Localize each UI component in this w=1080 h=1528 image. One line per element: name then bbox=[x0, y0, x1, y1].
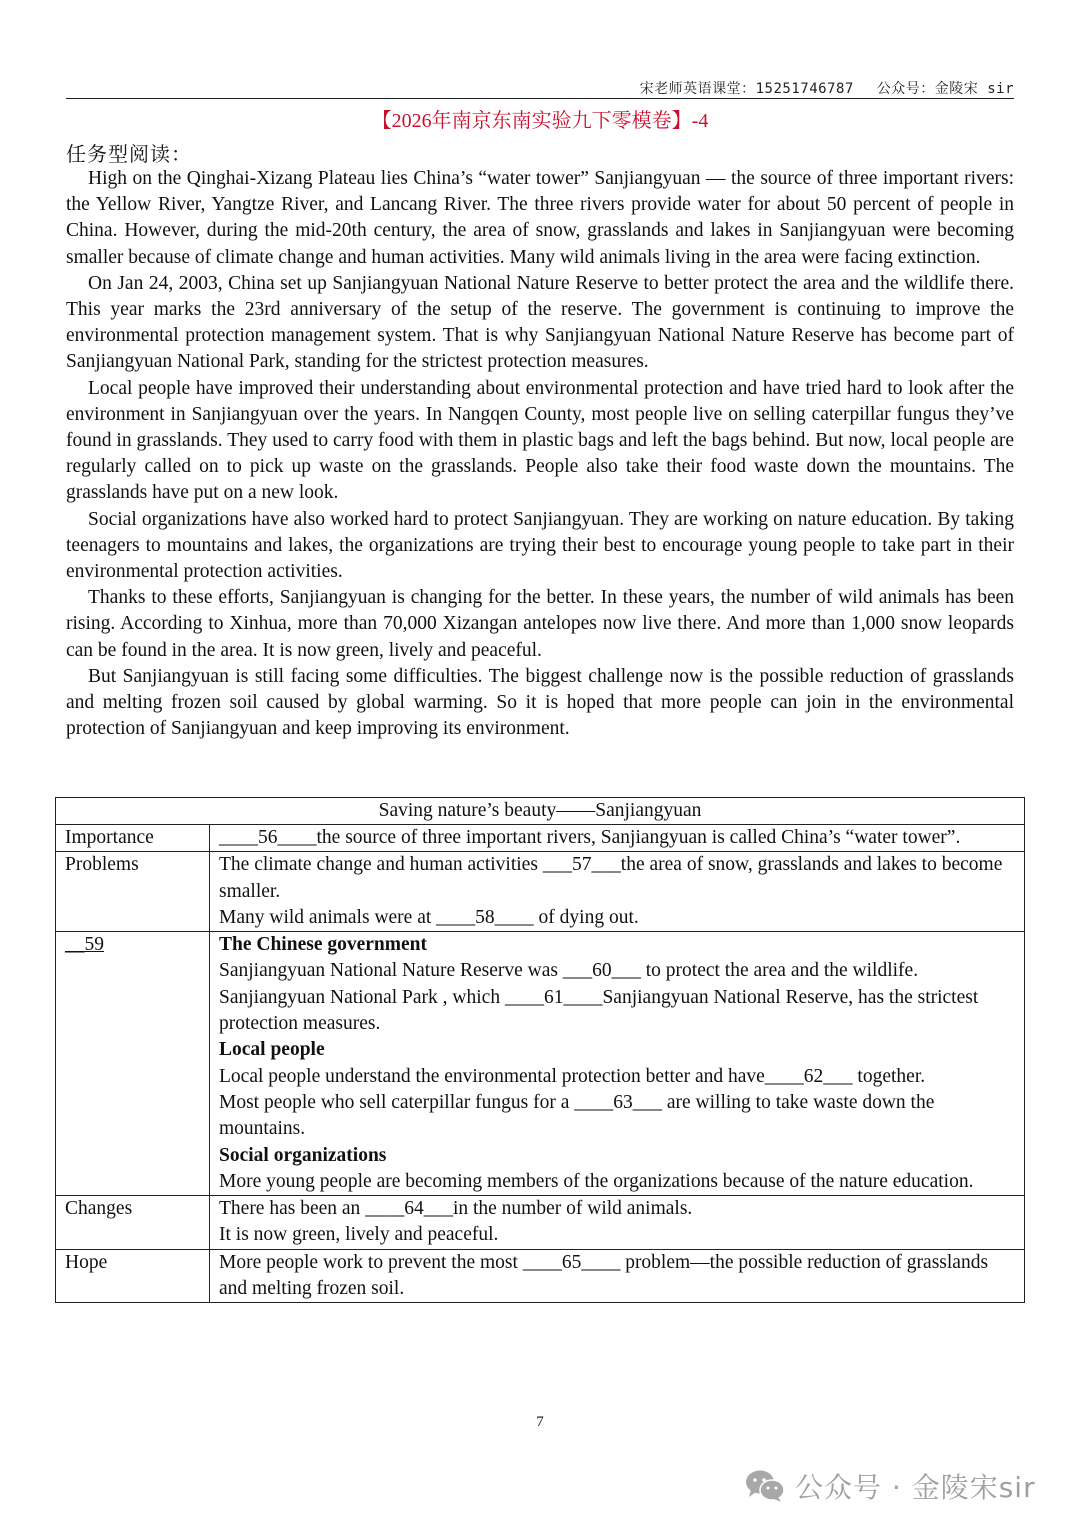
reading-passage bbox=[66, 166, 1014, 742]
problems-line-2 bbox=[219, 905, 1015, 931]
government-text: to protect the area and the wildlife. bbox=[640, 960, 919, 982]
changes-text: There has been an bbox=[219, 1198, 366, 1220]
row-content-59 bbox=[210, 932, 1025, 1196]
header-teacher: 宋老师英语课堂：15251746787 bbox=[639, 81, 854, 97]
row-content-hope bbox=[210, 1249, 1025, 1303]
section-title: 任务型阅读： bbox=[66, 142, 192, 166]
passage-paragraph: Thanks to these efforts, Sanjiangyuan is changing for the better. In these years, the number of wild animals has been rising. According to Xinhua, more than 70,000 Xizangan antelopes now live there. And more than 1,000 snow leopards can be found in the area. It is now green, lively and peaceful. bbox=[66, 587, 1014, 661]
government-text: Sanjiangyuan National Nature Reserve was bbox=[219, 960, 563, 982]
problems-text: the area of snow, grasslands and lakes to become smaller. bbox=[219, 854, 1003, 902]
blank-59[interactable]: __59 bbox=[65, 934, 104, 956]
problems-text: The climate change and human activities bbox=[219, 854, 543, 876]
blank-56[interactable]: ____56____ bbox=[219, 827, 317, 848]
importance-text: the source of three important rivers, Sanjiangyuan is called China’s “water tower”. bbox=[316, 827, 961, 848]
local-line-2 bbox=[219, 1090, 1015, 1143]
problems-text: of dying out. bbox=[533, 906, 639, 928]
local-text: Local people understand the environmental protection better and have bbox=[219, 1065, 765, 1087]
table-row-changes bbox=[56, 1196, 1025, 1250]
local-text: Most people who sell caterpillar fungus for a bbox=[219, 1091, 575, 1113]
government-text: Sanjiangyuan National Park , which bbox=[219, 986, 505, 1008]
summary-table bbox=[55, 797, 1025, 1303]
row-label-problems: Problems bbox=[56, 852, 210, 932]
government-line-2 bbox=[219, 985, 1015, 1038]
passage-paragraph: Local people have improved their understanding about environmental protection and have tried hard to look after the environment in Sanjiangyuan over the years. In Nangqen County, most people live on selling caterpillar fungus they’ve found in grasslands. They used to carry food with them in plastic bags and left the bags behind. But now, local people are regularly called on to pick up waste on the grasslands. People also take their food waste down the mountains. The grasslands have put on a new look. bbox=[66, 377, 1014, 504]
blank-62[interactable]: ____62___ bbox=[764, 1065, 853, 1087]
passage-paragraph: On Jan 24, 2003, China set up Sanjiangyuan National Nature Reserve to better protect the area and the wildlife there. This year marks the 23rd anniversary of the setup of the reserve. The government is continuing to improve the environmental protection management system. That is why Sanjiangyuan National Nature Reserve has become part of Sanjiangyuan National Park, standing for the strictest protection measures. bbox=[66, 272, 1014, 373]
row-content-importance bbox=[210, 825, 1025, 852]
watermark-text: 公众号 · 金陵宋sir bbox=[795, 1471, 1036, 1504]
page-header bbox=[66, 78, 1014, 99]
row-content-changes bbox=[210, 1196, 1025, 1250]
local-text: together. bbox=[852, 1065, 926, 1087]
changes-line-1 bbox=[219, 1196, 1015, 1222]
exam-title: 【2026年南京东南实验九下零模卷】-4 bbox=[371, 110, 709, 132]
watermark bbox=[745, 1466, 1036, 1506]
row-label-59 bbox=[56, 932, 210, 1196]
passage-paragraph: Social organizations have also worked hard to protect Sanjiangyuan. They are working on nature education. By taking teenagers to mountains and lakes, the organizations are trying their best to encourage young people to take part in their environmental protection activities. bbox=[66, 508, 1014, 583]
table-caption-row bbox=[56, 798, 1025, 825]
social-organizations-heading: Social organizations bbox=[219, 1144, 387, 1166]
header-account: 公众号：金陵宋 sir bbox=[876, 81, 1014, 97]
wechat-icon bbox=[745, 1469, 785, 1503]
table-row-problems bbox=[56, 852, 1025, 932]
local-line-1 bbox=[219, 1064, 1015, 1090]
hope-text: problem—the possible reduction of grasslands and melting frozen soil. bbox=[219, 1251, 989, 1300]
passage-paragraph: High on the Qinghai-Xizang Plateau lies China’s “water tower” Sanjiangyuan — the source of three important rivers: the Yellow River, Yangtze River, and Lancang River. The three rivers provide water for about 50 percent of people in China. However, during the mid-20th century, the area of snow, grasslands and lakes in Sanjiangyuan were becoming smaller because of climate change and human activities. Many wild animals living in the area were facing extinction. bbox=[66, 168, 1014, 268]
page-number: 7 bbox=[536, 1414, 544, 1430]
hope-text: More people work to prevent the most bbox=[219, 1251, 523, 1273]
table-caption: Saving nature’s beauty——Sanjiangyuan bbox=[56, 798, 1025, 825]
local-people-heading: Local people bbox=[219, 1039, 325, 1061]
blank-60[interactable]: ___60___ bbox=[562, 960, 641, 982]
table-row-59 bbox=[56, 932, 1025, 1196]
changes-text: in the number of wild animals. bbox=[452, 1198, 693, 1220]
local-text: are willing to take waste down the mountains. bbox=[219, 1091, 935, 1140]
blank-65[interactable]: ____65____ bbox=[522, 1251, 621, 1273]
blank-57[interactable]: ___57___ bbox=[542, 854, 621, 876]
blank-58[interactable]: ____58____ bbox=[436, 906, 534, 928]
row-content-problems bbox=[210, 852, 1025, 932]
problems-line-1 bbox=[219, 852, 1015, 905]
table-row-hope bbox=[56, 1249, 1025, 1303]
blank-64[interactable]: ____64___ bbox=[365, 1198, 453, 1220]
changes-line-2: It is now green, lively and peaceful. bbox=[219, 1224, 499, 1246]
row-label-hope: Hope bbox=[56, 1249, 210, 1303]
passage-paragraph: But Sanjiangyuan is still facing some difficulties. The biggest challenge now is the possible reduction of grasslands and melting frozen soil caused by global warming. So it is hoped that more people can join in the environmental protection of Sanjiangyuan and keep improving its environment. bbox=[66, 665, 1014, 740]
problems-text: Many wild animals were at bbox=[219, 906, 437, 928]
social-line-1: More young people are becoming members of the organizations because of the nature education. bbox=[219, 1170, 974, 1192]
government-text: Sanjiangyuan National Reserve, has the strictest protection measures. bbox=[219, 986, 979, 1035]
blank-61[interactable]: ____61____ bbox=[504, 986, 603, 1008]
government-line-1 bbox=[219, 958, 1015, 984]
blank-63[interactable]: ____63___ bbox=[574, 1091, 662, 1113]
government-heading: The Chinese government bbox=[219, 934, 427, 956]
row-label-importance: Importance bbox=[56, 825, 210, 852]
table-row-importance bbox=[56, 825, 1025, 852]
row-label-changes: Changes bbox=[56, 1196, 210, 1250]
